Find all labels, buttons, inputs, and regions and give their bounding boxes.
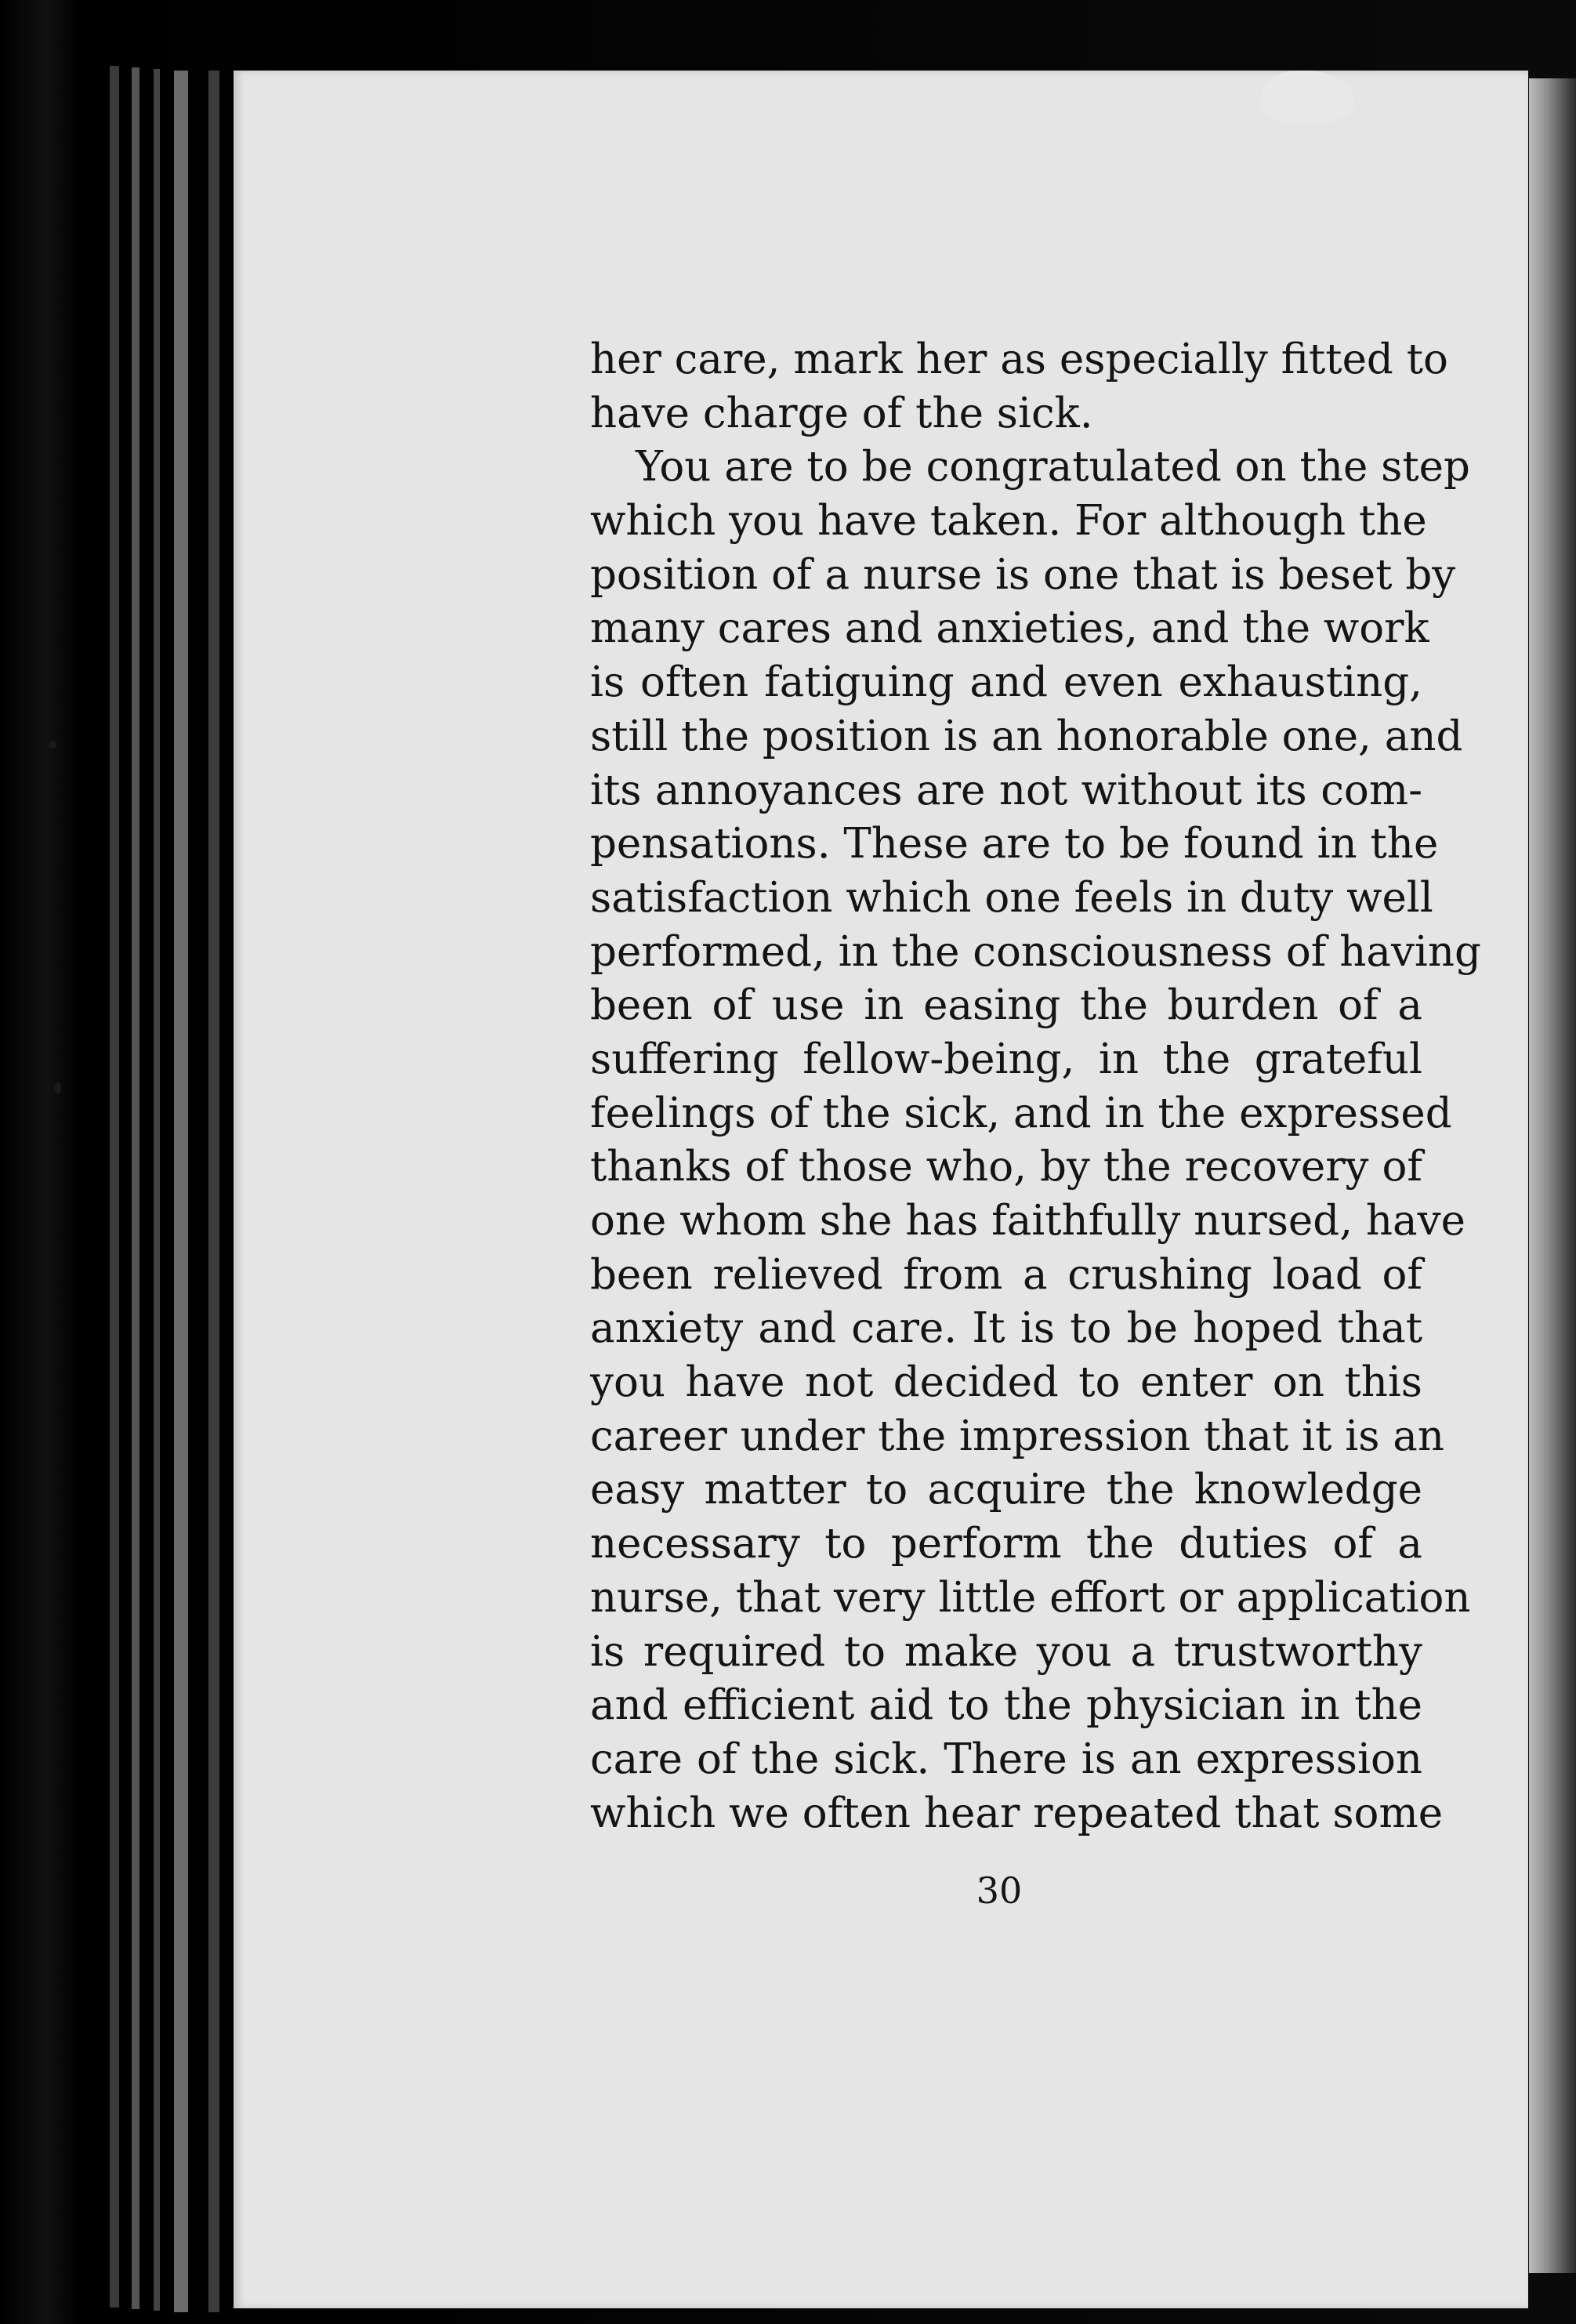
text-line: is required to make you a trustworthy [590,1627,1422,1676]
text-line: position of a nurse is one that is beset by [590,550,1456,599]
book-page-edge [110,66,119,2308]
book-page-edge [132,67,139,2309]
text-line: which you have taken. For although the [590,497,1427,546]
book-page-edge [208,71,219,2312]
scan-speck [55,1082,61,1094]
text-line: one whom she has faithfully nursed, have [590,1197,1465,1245]
body-text [590,333,1481,1840]
text-line: easy matter to acquire the knowledge [590,1466,1422,1514]
text-line: thanks of those who, by the recovery of [590,1143,1422,1191]
text-line: pensations. These are to be found in the [590,820,1439,868]
text-line: still the position is an honorable one, and [590,712,1463,760]
book-page-edge [174,71,188,2312]
page-tear-mark [1260,71,1354,125]
text-line: anxiety and care. It is to be hoped that [590,1304,1422,1353]
scan-speck [49,741,56,749]
text-line: care of the sick. There is an expression [590,1735,1422,1783]
text-line: satisfaction which one feels in duty well [590,873,1433,922]
text-line: and efficient aid to the physician in the [590,1681,1422,1730]
text-line: you have not decided to enter on this [590,1358,1422,1407]
book-page-edge [154,69,160,2311]
text-line: nurse, that very little effort or application [590,1573,1471,1622]
text-line: her care, mark her as especially fitted to [590,335,1448,383]
text-line: performed, in the consciousness of having [590,927,1481,976]
text-line: is often fatiguing and even exhausting, [590,658,1422,707]
page-number: 30 [976,1869,1023,1912]
text-line: been relieved from a crushing load of [590,1250,1422,1299]
text-line: You are to be congratulated on the step [636,443,1470,491]
text-line: many cares and anxieties, and the work [590,604,1429,653]
text-line: its annoyances are not without its com- [590,766,1422,814]
book-fore-edge [1529,78,1576,2273]
text-line: been of use in easing the burden of a [590,981,1422,1030]
text-line: feelings of the sick, and in the expressed [590,1089,1452,1137]
text-line: necessary to perform the duties of a [590,1520,1422,1568]
text-line: which we often hear repeated that some [590,1789,1444,1837]
text-line: suffering fellow-being, in the grateful [590,1035,1422,1083]
text-line: have charge of the sick. [590,389,1093,437]
text-line: career under the impression that it is an [590,1412,1444,1460]
